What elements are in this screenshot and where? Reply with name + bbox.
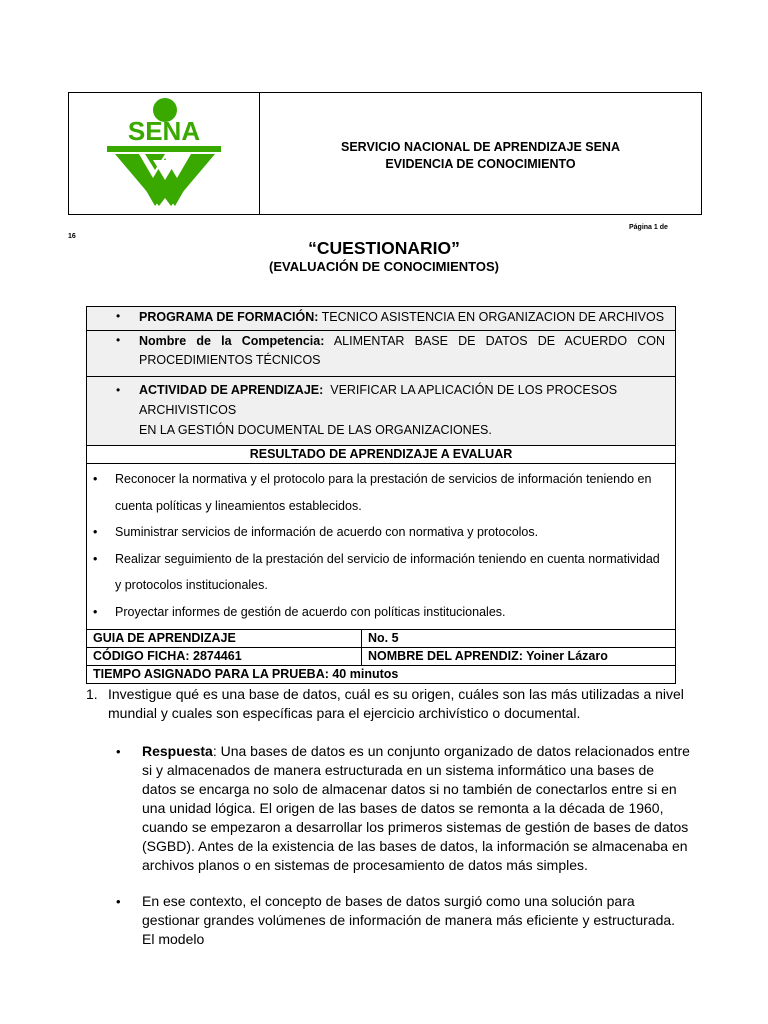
actividad-value-1: VERIFICAR LA APLICACIÓN DE LOS PROCESOS ARCHIVISTICOS	[139, 383, 618, 417]
sena-logo	[105, 96, 223, 211]
actividad-row	[87, 377, 675, 446]
bullet: •	[116, 309, 121, 323]
header-text	[260, 93, 701, 214]
competencia-line-1	[139, 332, 665, 351]
programa-row	[87, 307, 675, 331]
bullet: •	[116, 383, 121, 397]
evidence-type: EVIDENCIA DE CONOCIMIENTO	[385, 156, 576, 171]
list-item	[93, 519, 667, 546]
guia-row	[87, 630, 675, 648]
guia-label: GUIA DE APRENDIZAJE	[87, 630, 362, 647]
bullet: •	[116, 894, 121, 909]
answer-paragraph-2	[116, 892, 690, 949]
bullet: •	[93, 525, 98, 539]
guia-number: No. 5	[368, 631, 399, 645]
result-text: Realizar seguimiento de la prestación del servicio de información teniendo en cuenta normatividad y protocolos institucionales.	[115, 551, 660, 592]
actividad-value-2: EN LA GESTIÓN DOCUMENTAL DE LAS ORGANIZACIONES.	[139, 423, 492, 437]
bullet: •	[93, 472, 98, 486]
question-text: Investigue qué es una base de datos, cuál es su origen, cuáles son las más utilizadas a nivel mundial y cuales son específicas para el ejercicio archivístico o documental.	[108, 686, 684, 721]
institution-name: SERVICIO NACIONAL DE APRENDIZAJE SENA	[341, 139, 620, 154]
document-subtitle: (EVALUACIÓN DE CONOCIMIENTOS)	[269, 259, 499, 274]
results-list	[87, 464, 675, 630]
answer-paragraph-1	[116, 742, 690, 875]
apprentice-name: NOMBRE DEL APRENDIZ: Yoiner Lázaro	[368, 649, 608, 663]
list-item	[93, 599, 667, 626]
result-text: Proyectar informes de gestión de acuerdo con políticas institucionales.	[115, 604, 506, 619]
document-header	[68, 92, 702, 215]
page-total: 16	[68, 233, 76, 240]
time-assigned: TIEMPO ASIGNADO PARA LA PRUEBA: 40 minutos	[93, 667, 399, 681]
list-item	[93, 466, 667, 519]
ficha-row	[87, 648, 675, 666]
logo-cell	[69, 93, 260, 214]
list-item	[93, 546, 667, 599]
competencia-row	[87, 331, 675, 377]
programa-value: TECNICO ASISTENCIA EN ORGANIZACION DE ARCHIVOS	[318, 310, 665, 324]
bullet: •	[93, 551, 98, 566]
document-title: “CUESTIONARIO”	[308, 238, 460, 258]
question-1	[86, 685, 686, 723]
competencia-value-2: PROCEDIMIENTOS TÉCNICOS	[139, 353, 321, 367]
resultado-header: RESULTADO DE APRENDIZAJE A EVALUAR	[87, 446, 675, 464]
actividad-label: ACTIVIDAD DE APRENDIZAJE:	[139, 383, 324, 397]
answer-label: Respuesta	[142, 743, 213, 759]
result-text: Reconocer la normativa y el protocolo para la prestación de servicios de información teniendo en cuenta políticas y lineamientos establecidos.	[115, 472, 652, 513]
page-label: Página 1 de	[629, 224, 668, 231]
bullet: •	[116, 744, 121, 759]
tiempo-row	[87, 666, 675, 683]
bullet: •	[93, 604, 98, 619]
programa-label: PROGRAMA DE FORMACIÓN:	[139, 310, 319, 324]
competencia-value-1: ALIMENTAR BASE DE DATOS DE ACUERDO CON	[333, 334, 665, 348]
competencia-label: Nombre de la Competencia:	[139, 334, 325, 348]
info-table	[86, 306, 676, 684]
svg-text:SENA: SENA	[127, 116, 201, 146]
ficha-code: CÓDIGO FICHA: 2874461	[87, 648, 362, 665]
result-text: Suministrar servicios de información de acuerdo con normativa y protocolos.	[115, 525, 539, 539]
answer-text-2: En ese contexto, el concepto de bases de datos surgió como una solución para gestionar grandes volúmenes de información de manera más eficiente y estructurada. El modelo	[142, 893, 676, 947]
answer-text-1: : Una bases de datos es un conjunto organizado de datos relacionados entre si y almacenados de manera estructurada en un sistema informático una bases de datos se encarga no solo de almacenar datos si no también de conectarlos entre si en una unidad lógica. El origen de las bases de datos se remonta a la década de 1960, cuando se empezaron a desarrollar los primeros sistemas de gestión de bases de datos (SGBD). Antes de la existencia de las bases de datos, la información se almacenaba en archivos planos o en sistemas de procesamiento de datos más simples.	[142, 743, 690, 873]
bullet: •	[116, 333, 121, 347]
question-number: 1.	[86, 686, 98, 702]
